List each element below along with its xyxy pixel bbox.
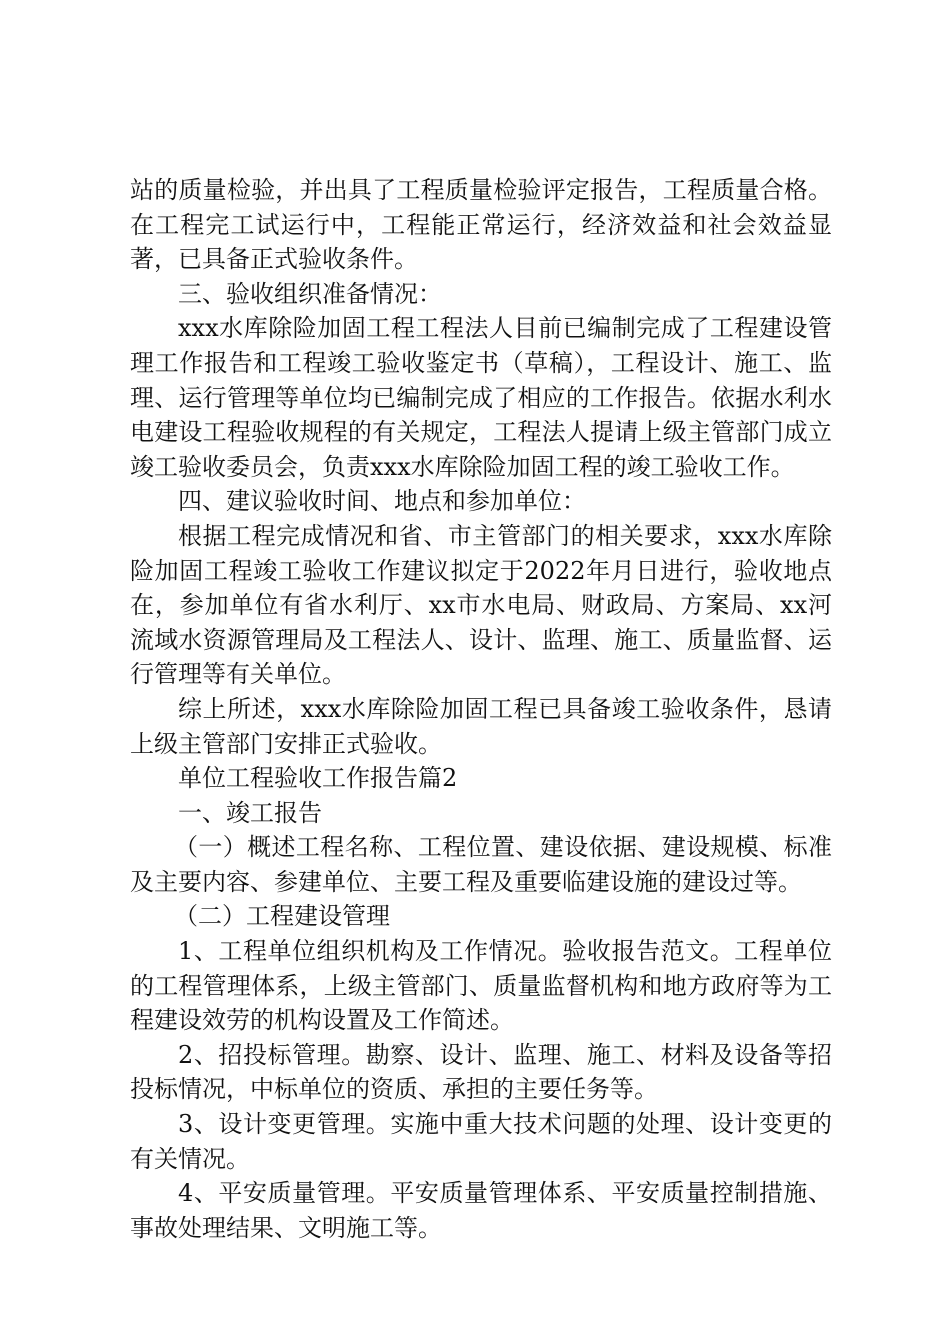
paragraph-conclusion: 综上所述，xxx水库除险加固工程已具备竣工验收条件，恳请上级主管部门安排正式验收。: [130, 694, 832, 758]
paragraph-acceptance-schedule: 根据工程完成情况和省、市主管部门的相关要求，xxx水库除险加固工程竣工验收工作建议拟定于2022年月日进行，验收地点在，参加单位有省水利厅、xx市水电局、财政局、方案局、xx河流域水资源管理局及工程法人、设计、监理、施工、质量监督、运行管理等有关单位。: [130, 521, 832, 689]
document-page: [130, 173, 832, 1245]
paragraph-design-change: 3、设计变更管理。实施中重大技术问题的处理、设计变更的有关情况。: [130, 1110, 832, 1173]
heading-report-part-2: 单位工程验收工作报告篇2: [178, 764, 458, 793]
heading-section-4: 四、建议验收时间、地点和参加单位：: [178, 487, 586, 516]
paragraph-bidding: 2、招投标管理。勘察、设计、监理、施工、材料及设备等招投标情况，中标单位的资质、承担的主要任务等。: [130, 1040, 832, 1104]
heading-construction-management: （二）工程建设管理: [174, 902, 390, 931]
paragraph-overview: （一）概述工程名称、工程位置、建设依据、建设规模、标准及主要内容、参建单位、主要工程及重要临建设施的建设过等。: [130, 833, 832, 896]
heading-completion-report: 一、竣工报告: [178, 798, 322, 827]
paragraph-safety-quality: 4、平安质量管理。平安质量管理体系、平安质量控制措施、事故处理结果、文明施工等。: [130, 1179, 832, 1242]
paragraph-quality-inspection: 站的质量检验，并出具了工程质量检验评定报告，工程质量合格。在工程完工试运行中，工程能正常运行，经济效益和社会效益显著，已具备正式验收条件。: [130, 176, 832, 274]
paragraph-acceptance-preparation: xxx水库除险加固工程工程法人目前已编制完成了工程建设管理工作报告和工程竣工验收鉴定书（草稿），工程设计、施工、监理、运行管理等单位均已编制完成了相应的工作报告。依据水利水电建设工程验收规程的有关规定，工程法人提请上级主管部门成立竣工验收委员会，负责xxx水库除险加固工程的竣工验收工作。: [130, 314, 832, 481]
paragraph-organization: 1、工程单位组织机构及工作情况。验收报告范文。工程单位的工程管理体系，上级主管部门、质量监督机构和地方政府等为工程建设效劳的机构设置及工作简述。: [130, 937, 832, 1035]
heading-section-3: 三、验收组织准备情况：: [178, 279, 442, 308]
